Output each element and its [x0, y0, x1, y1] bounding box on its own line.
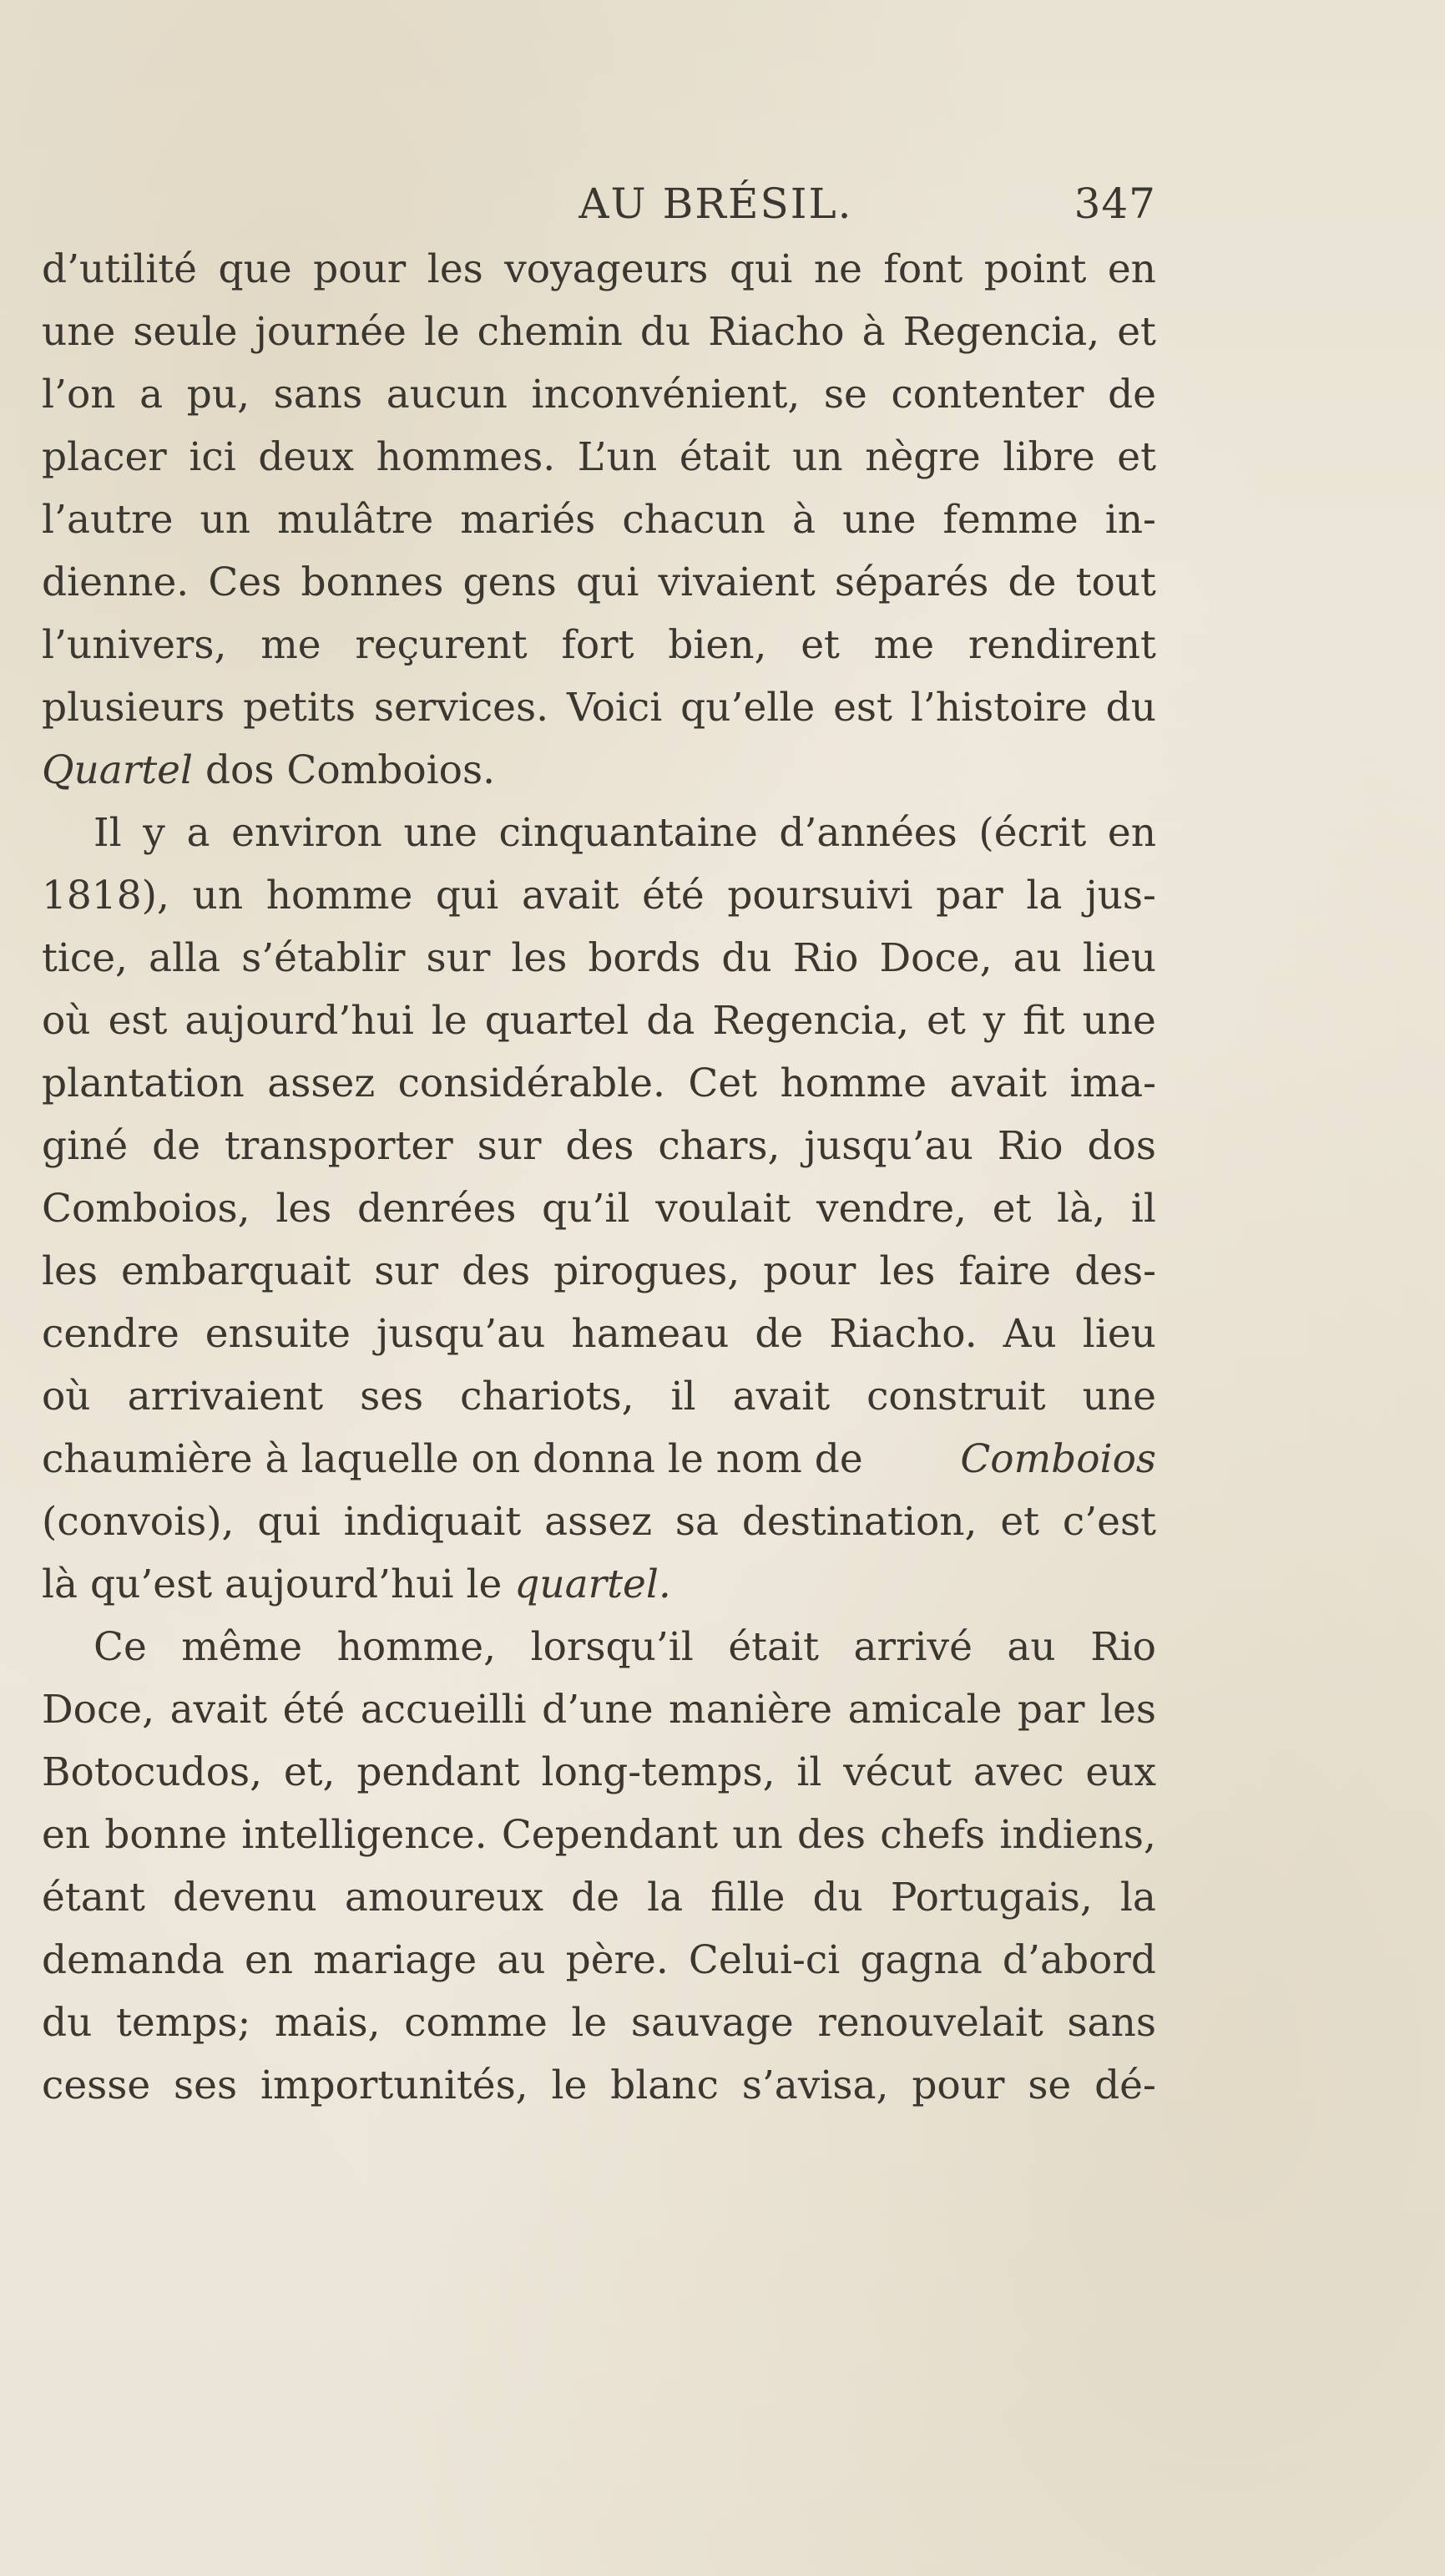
word: une — [42, 309, 116, 355]
word: avait — [169, 1687, 268, 1733]
word: y — [983, 998, 1006, 1044]
word: transporter — [224, 1123, 453, 1169]
text-line — [42, 1303, 1156, 1365]
word: mariage — [313, 1937, 477, 1983]
word: le — [571, 2000, 608, 2046]
word: arrivé — [853, 1624, 973, 1670]
text-line — [42, 2054, 1156, 2117]
word: chariots, — [460, 1374, 634, 1420]
word: seule — [133, 309, 238, 355]
word: Botocudos, — [42, 1749, 263, 1795]
word: Rio — [792, 935, 859, 981]
text-line — [42, 301, 1156, 363]
word: les — [42, 1248, 98, 1294]
word: giné — [42, 1123, 129, 1169]
word: au — [1013, 935, 1062, 981]
word: manière — [669, 1687, 833, 1733]
word: père. — [565, 1937, 669, 1983]
word: inconvénient, — [531, 372, 801, 418]
word: de — [755, 1311, 804, 1357]
text-line — [42, 363, 1156, 426]
word: libre — [1003, 434, 1095, 480]
word: y — [143, 810, 165, 856]
word: le — [431, 998, 467, 1044]
word: de — [1008, 559, 1057, 605]
word: en — [1107, 246, 1156, 292]
paragraph-2 — [42, 802, 1156, 1616]
word: femme — [942, 497, 1079, 543]
word: plusieurs — [42, 685, 225, 731]
word: pendant — [356, 1749, 520, 1795]
word: un — [192, 873, 244, 919]
word: aucun — [386, 372, 508, 418]
word: s’avisa, — [741, 2062, 889, 2108]
word: les — [427, 246, 483, 292]
word: gagna — [860, 1937, 983, 1983]
word: bien, — [668, 622, 767, 668]
paragraph-3 — [42, 1616, 1156, 2117]
word: des- — [1074, 1248, 1156, 1294]
text-line — [42, 1866, 1156, 1929]
word: lieu — [1082, 1311, 1156, 1357]
text-line — [42, 1616, 1156, 1678]
word: qui — [435, 873, 499, 919]
word: été — [282, 1687, 346, 1733]
word: homme — [780, 1060, 927, 1106]
word: intelligence. — [241, 1812, 488, 1858]
text-line — [42, 927, 1156, 989]
word: ses — [360, 1374, 424, 1420]
text-line — [42, 1052, 1156, 1115]
word: pour — [313, 246, 407, 292]
word: sa — [675, 1499, 719, 1545]
word: du — [812, 1875, 863, 1921]
text-line — [42, 488, 1156, 551]
word: s’établir — [241, 935, 406, 981]
line-text: dos Comboios. — [193, 747, 496, 793]
running-head — [42, 180, 1156, 238]
word: d’années — [779, 810, 957, 856]
word: bonne — [104, 1812, 228, 1858]
word: bords — [588, 935, 701, 981]
text-line — [42, 1804, 1156, 1866]
word: jusqu’au — [376, 1311, 546, 1357]
word: comme — [404, 2000, 548, 2046]
word: Rio — [997, 1123, 1064, 1169]
word: cinquantaine — [498, 810, 758, 856]
word: une — [1082, 998, 1156, 1044]
word: tout — [1075, 559, 1156, 605]
word: denrées — [357, 1186, 517, 1232]
word: hameau — [571, 1311, 730, 1357]
word: sur — [374, 1248, 439, 1294]
word: deux — [258, 434, 355, 480]
word: pu, — [186, 372, 250, 418]
page-number: 347 — [1074, 180, 1156, 228]
word: au — [497, 1937, 546, 1983]
word: ensuite — [205, 1311, 351, 1357]
word: 1818), — [42, 873, 169, 919]
text-line-last — [42, 1553, 1156, 1616]
word: petits — [243, 685, 356, 731]
text-line — [42, 1177, 1156, 1240]
word: été — [642, 873, 705, 919]
word: ima- — [1069, 1060, 1156, 1106]
word: le — [423, 309, 460, 355]
word: voulait — [655, 1186, 791, 1232]
italic-term: Quartel — [42, 747, 194, 793]
word: indiens, — [999, 1812, 1156, 1858]
word: se — [1028, 2062, 1072, 2108]
word: ses — [174, 2062, 238, 2108]
word: mariés — [460, 497, 596, 543]
word: rendirent — [968, 622, 1156, 668]
word: chars, — [658, 1123, 781, 1169]
word: Cet — [688, 1060, 758, 1106]
word: par — [936, 873, 1003, 919]
word: les — [1100, 1687, 1156, 1733]
line-text: chaumière à laquelle on donna le nom de — [42, 1436, 876, 1482]
word: d’abord — [1002, 1937, 1156, 1983]
word: en — [244, 1937, 294, 1983]
word: avait — [521, 873, 619, 919]
word: lorsqu’il — [530, 1624, 694, 1670]
word: et — [1117, 309, 1156, 355]
word: voyageurs — [504, 246, 709, 292]
word: ici — [189, 434, 236, 480]
word: L’un — [577, 434, 658, 480]
word: Comboios, — [42, 1186, 250, 1232]
word: de — [152, 1123, 201, 1169]
word: était — [679, 434, 770, 480]
word: le — [551, 2062, 588, 2108]
word: à — [791, 497, 816, 543]
word: et, — [283, 1749, 336, 1795]
word: assez — [267, 1060, 376, 1106]
word: et — [992, 1186, 1032, 1232]
word: mulâtre — [277, 497, 434, 543]
word: une — [1082, 1374, 1156, 1420]
word: là, — [1057, 1186, 1106, 1232]
word: Au — [1003, 1311, 1057, 1357]
word: une — [403, 810, 477, 856]
word: Ce — [93, 1624, 147, 1670]
word: des — [462, 1248, 531, 1294]
word: destination, — [741, 1499, 978, 1545]
word: temps; — [115, 2000, 251, 2046]
text-line — [42, 1490, 1156, 1553]
word: c’est — [1062, 1499, 1156, 1545]
word: indiquait — [343, 1499, 522, 1545]
word: Regencia, — [902, 309, 1100, 355]
word: pour — [912, 2062, 1005, 2108]
word: des — [565, 1123, 634, 1169]
word: accueilli — [360, 1687, 527, 1733]
text-line — [42, 1929, 1156, 1991]
word: l’autre — [42, 497, 174, 543]
word: et — [927, 998, 966, 1044]
word: du — [42, 2000, 93, 2046]
text-line — [42, 614, 1156, 676]
word: était — [728, 1624, 820, 1670]
word: la — [1026, 873, 1063, 919]
word: homme — [265, 873, 413, 919]
word: d’utilité — [42, 246, 197, 292]
word: qu’il — [542, 1186, 630, 1232]
text-line — [42, 1365, 1156, 1428]
word: que — [218, 246, 292, 292]
word: les — [879, 1248, 936, 1294]
word: Celui-ci — [688, 1937, 841, 1983]
word: reçurent — [355, 622, 528, 668]
word: sans — [1067, 2000, 1156, 2046]
word: arrivaient — [127, 1374, 324, 1420]
word: in- — [1104, 497, 1156, 543]
word: quartel — [484, 998, 629, 1044]
word: l’histoire — [910, 685, 1088, 731]
word: fit — [1023, 998, 1065, 1044]
word: se — [823, 372, 867, 418]
text-line — [42, 238, 1156, 301]
word: Riacho — [708, 309, 845, 355]
word: long-temps, — [541, 1749, 776, 1795]
word: séparés — [834, 559, 989, 605]
text-line — [42, 1115, 1156, 1177]
word: Ces — [208, 559, 282, 605]
word: sans — [273, 372, 363, 418]
word: nègre — [865, 434, 981, 480]
text-line — [42, 1428, 1156, 1490]
word: lieu — [1082, 935, 1156, 981]
word: sur — [477, 1123, 542, 1169]
word: dos — [1087, 1123, 1156, 1169]
word: bonnes — [301, 559, 444, 605]
word: poursuivi — [727, 873, 913, 919]
word: gens — [462, 559, 557, 605]
word: qui — [729, 246, 793, 292]
text-line — [42, 1240, 1156, 1303]
word: Portugais, — [890, 1875, 1093, 1921]
word: du — [639, 309, 691, 355]
text-line — [42, 426, 1156, 488]
word: des — [796, 1812, 866, 1858]
word: environ — [231, 810, 382, 856]
word: en — [42, 1812, 91, 1858]
word: pour — [763, 1248, 856, 1294]
word: l’univers, — [42, 622, 227, 668]
word: la — [647, 1875, 684, 1921]
word: à — [861, 309, 886, 355]
word: du — [1105, 685, 1156, 731]
word: alla — [149, 935, 221, 981]
running-title: AU BRÉSIL. — [579, 180, 853, 228]
word: pirogues, — [553, 1248, 740, 1294]
word: plantation — [42, 1060, 245, 1106]
word: étant — [42, 1875, 145, 1921]
paragraph-1 — [42, 238, 1156, 802]
word: font — [883, 246, 963, 292]
word: Rio — [1090, 1624, 1156, 1670]
word: avait — [732, 1374, 831, 1420]
word: même — [181, 1624, 303, 1670]
word: il — [670, 1374, 696, 1420]
word: mais, — [274, 2000, 381, 2046]
word: la — [1119, 1875, 1156, 1921]
word: aujourd’hui — [184, 998, 414, 1044]
word: un — [200, 497, 251, 543]
word: demanda — [42, 1937, 225, 1983]
word: du — [721, 935, 772, 981]
word: Cependant — [501, 1812, 719, 1858]
word: vécut — [843, 1749, 952, 1795]
word: Voici — [566, 685, 663, 731]
word: chacun — [622, 497, 765, 543]
word: fort — [561, 622, 634, 668]
word: blanc — [610, 2062, 719, 2108]
word: considérable. — [397, 1060, 665, 1106]
word: devenu — [172, 1875, 317, 1921]
word: il — [1130, 1186, 1156, 1232]
word: Doce, — [879, 935, 993, 981]
word: embarquait — [120, 1248, 351, 1294]
word: un — [732, 1812, 783, 1858]
text-line — [42, 1741, 1156, 1804]
line-text: là qu’est aujourd’hui le — [42, 1561, 515, 1607]
text-line — [42, 989, 1156, 1052]
text-line — [42, 802, 1156, 864]
word: tice, — [42, 935, 128, 981]
word: amoureux — [344, 1875, 544, 1921]
word: et — [801, 622, 840, 668]
word: faire — [958, 1248, 1052, 1294]
word: a — [186, 810, 210, 856]
word: il — [796, 1749, 822, 1795]
word: renouvelait — [817, 2000, 1043, 2046]
word: de — [1108, 372, 1156, 418]
word: qui — [575, 559, 639, 605]
word: contenter — [891, 372, 1084, 418]
word: eux — [1085, 1749, 1156, 1795]
word: cesse — [42, 2062, 151, 2108]
word: (convois), — [42, 1499, 235, 1545]
word: est — [108, 998, 168, 1044]
word: dé- — [1094, 2062, 1156, 2108]
word: avait — [949, 1060, 1048, 1106]
word: importunités, — [260, 2062, 528, 2108]
word: et — [1117, 434, 1156, 480]
word: me — [873, 622, 935, 668]
word: cendre — [42, 1311, 179, 1357]
word: d’une — [542, 1687, 654, 1733]
word: où — [42, 1374, 91, 1420]
word: Il — [93, 810, 122, 856]
text-line — [42, 1991, 1156, 2054]
word: en — [1107, 810, 1156, 856]
word: services. — [373, 685, 549, 731]
word: journée — [255, 309, 407, 355]
text-line — [42, 551, 1156, 614]
italic-term: Comboios — [960, 1436, 1156, 1482]
word: un — [792, 434, 843, 480]
word: ne — [813, 246, 862, 292]
word: a — [139, 372, 164, 418]
word: les — [511, 935, 568, 981]
word: vivaient — [658, 559, 816, 605]
word: me — [260, 622, 321, 668]
word: jusqu’au — [804, 1123, 973, 1169]
word: da — [646, 998, 695, 1044]
text-block — [42, 180, 1156, 2117]
word: de — [571, 1875, 620, 1921]
word: est — [833, 685, 892, 731]
word: amicale — [847, 1687, 1003, 1733]
text-line — [42, 864, 1156, 927]
word: où — [42, 998, 91, 1044]
word: fille — [710, 1875, 786, 1921]
word: et — [1000, 1499, 1040, 1545]
word: vendre, — [816, 1186, 967, 1232]
word: les — [275, 1186, 332, 1232]
word: (écrit — [978, 810, 1087, 856]
word: sur — [426, 935, 491, 981]
word: Riacho. — [829, 1311, 978, 1357]
word: assez — [544, 1499, 652, 1545]
text-line-last — [42, 739, 1156, 802]
word: Regencia, — [712, 998, 910, 1044]
word: l’on — [42, 372, 116, 418]
italic-term: quartel. — [514, 1561, 671, 1607]
text-line — [42, 676, 1156, 739]
word: chefs — [880, 1812, 986, 1858]
word: point — [983, 246, 1087, 292]
word: au — [1007, 1624, 1056, 1670]
word: dienne. — [42, 559, 189, 605]
word: homme, — [336, 1624, 497, 1670]
word: qu’elle — [680, 685, 816, 731]
word: Doce, — [42, 1687, 155, 1733]
word: hommes. — [376, 434, 556, 480]
word: chemin — [477, 309, 623, 355]
word: jus- — [1085, 873, 1156, 919]
text-line — [42, 1678, 1156, 1741]
word: avec — [973, 1749, 1064, 1795]
word: construit — [866, 1374, 1046, 1420]
word: une — [842, 497, 917, 543]
word: placer — [42, 434, 167, 480]
word: qui — [257, 1499, 321, 1545]
word: par — [1017, 1687, 1085, 1733]
word: sauvage — [630, 2000, 794, 2046]
